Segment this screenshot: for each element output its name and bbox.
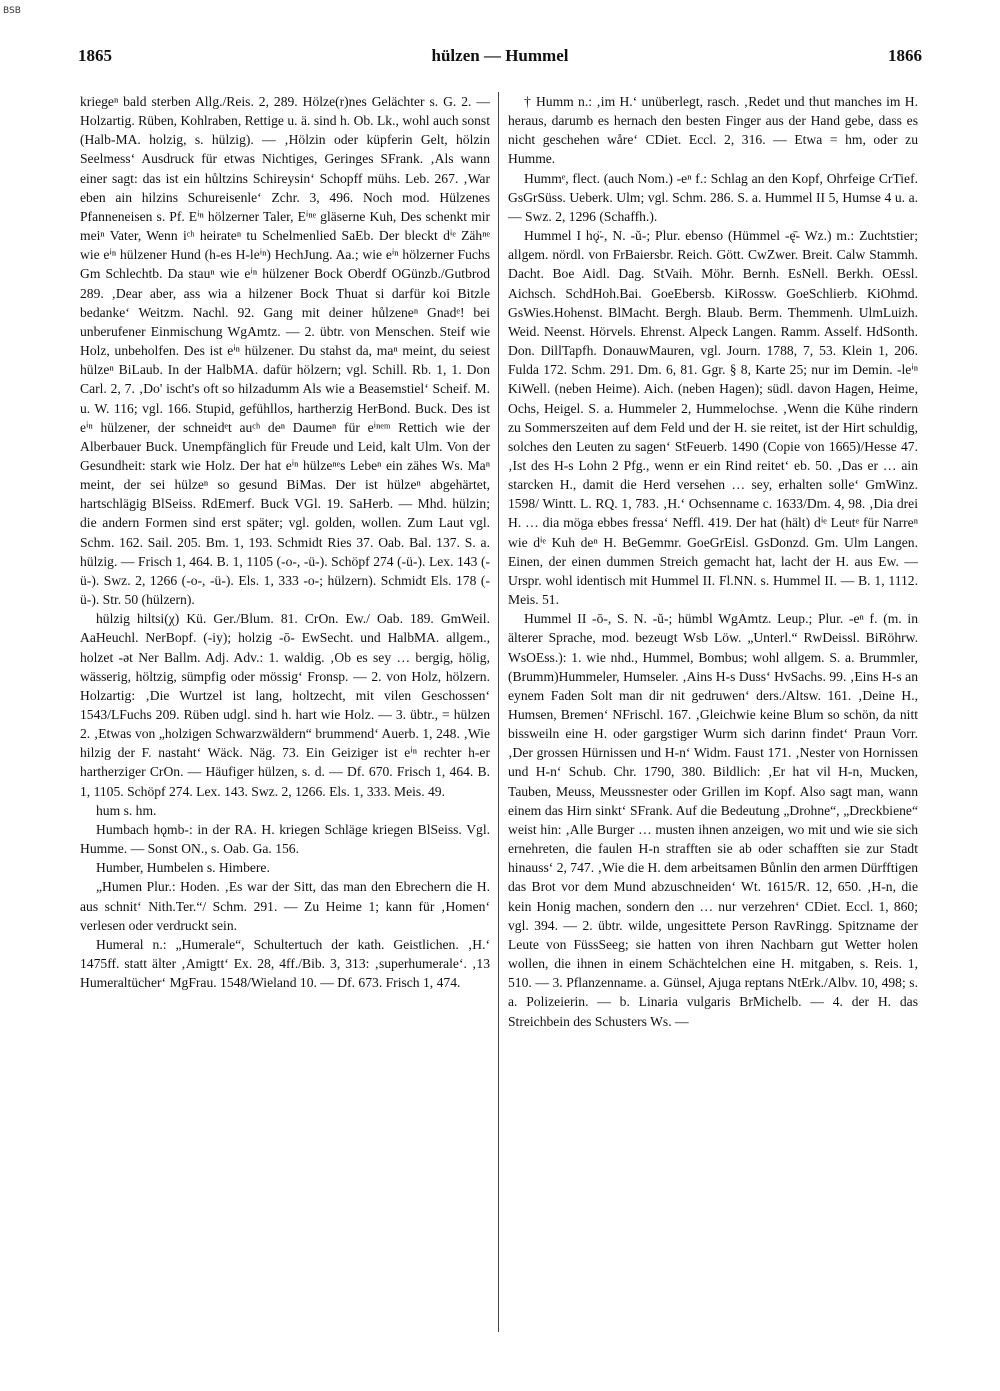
- library-stamp: BSB: [3, 6, 21, 16]
- left-column: [80, 92, 490, 1332]
- entry-humme: Hummᵉ, flect. (auch Nom.) -eⁿ f.: Schlag an den Kopf, Ohrfeige CrTief. GsGrSüss. Ueberk. Ulm; vgl. Schm. 286. S. a. Hummel II 5, Humse 4 u. a. — Swz. 2, 1296 (Schaffh.).: [508, 170, 918, 224]
- entry-hülzen-continued: kriegeⁿ bald sterben Allg./Reis. 2, 289. Hölze(r)nes Gelächter s. G. 2. — Holzartig. Rüben, Kohlraben, Rettige u. ä. sind h. Ob. Lk., wohl auch sonst (Halb-MA. holzig, s. hülzig). — ‚Hölzin oder küpferin Gelt, hölzin Seelmess‘ Ausdruck für etwas Nichtiges, Geringes SFrank. ‚Als wann einer sagt: das ist ein hůltzins Schireysin‘ Schopff mühs. Leb. 267. ‚War eben ain hilzins Schureisenle‘ Zchr. 3, 496. Noch mod. Hülzenes Pfanneneisen s. Pf. Eⁱⁿ hölzerner Taler, Eⁱⁿᵉ gläserne Kuh, Des schenkt mir meiⁿ Vater, Wenn iᶜʰ heirateⁿ tu Schelmenlied SaEb. Der bleckt dⁱᵉ Zähⁿᵉ wie eⁱⁿ hülzener Hund (h-es H-leⁱⁿ) HechJung. Aa.; wie eⁱⁿ hölzerner Fuchs Gm Schlechtb. Da stauⁿ wie eⁱⁿ hülzener Bock Oberdf OGünzb./Gutbrod 289. ‚Dear aber, ass wia a hilzener Bock Thuat si darfür koi Bitzle bedanke‘ Weitzm. Nachl. 92. Gang mit deiner hůlzeneⁿ Gnadᵉ! bei unberufener Einmischung WgAmtz. — 2. übtr. von Menschen. Steif wie Holz, unbeholfen. Des ist eⁱⁿ hülzener. Du stahst da, maⁿ meint, du seiest hülzeⁿ BiLaub. In der HalbMA. dafür hölzern; vgl. Schill. Rb. 1, 1. Don Carl. 2, 7. ‚Do' ischt's oft so hilzadumm Als wie a Beasemstiel‘ Scheif. M. u. W. 116; vgl. 166. Stupid, gefühllos, hartherzig HerBond. Buck. Des ist eⁱⁿ hülzener, der schneidᵉt auᶜʰ deⁿ Daumeⁿ für eⁱⁿᵉᵐ Rettich wie der Alberbauer Buck. Unempfänglich für Freude und Leid, kalt Ulm. Von der Gesundheit: stark wie Holz. Der hat eⁱⁿ hülzeⁿᵉs Lebeⁿ ein zähes Ws. Maⁿ meint, der sei hülzeⁿ so gesund BiMas. Der ist hülzeⁿ abgehärtet, hartschlägig BlSeiss. RdEmerf. Buck VGl. 19. SaHerb. — Mhd. hülzin; die andern Formen sind erst später; vgl. golden, wollen. Zum Laut vgl. Schm. 162. Sail. 205. Bm. 1, 193. Schmidt Ries 37. Oab. Bal. 137. S. a. hülzig. — Frisch 1, 464. B. 1, 1105 (-o-, -ü-). Schöpf 274 (-ü-). Lex. 143 (-ü-). Swz. 2, 1266 (-o-, -ü-). Els. 1, 333 -o-; hülzern). Schmidt Els. 178 (-ü-). Str. 50 (hülzern).: [80, 94, 490, 608]
- entry-humber: Humber, Humbelen s. Himbere.: [96, 860, 270, 876]
- page-header: [78, 46, 922, 72]
- entry-hum: hum s. hm.: [96, 802, 157, 818]
- entry-humbach: Humbach hǫmb-: in der RA. H. kriegen Schläge kriegen BlSeiss. Vgl. Humme. — Sonst ON., s. Oab. Ga. 156.: [80, 821, 490, 857]
- page-number-left: 1865: [78, 46, 112, 65]
- right-column: [508, 92, 918, 1332]
- entry-hummel-2: Hummel II -ō-, S. N. -ŭ-; hümbl WgAmtz. Leup.; Plur. -eⁿ f. (m. in älterer Sprache, mod. bezeugt Wsb Löw. „Unterl.“ RwDeissl. BiRöhrw. WsOEss.): 1. wie nhd., Hummel, Bombus; wohl allgem. S. a. Brummler, (Brumm)Hummeler, Humseler. ‚Ains H-s Duss‘ HvSachs. 99. ‚Eins H-s an eynem Faden Solt man dir nit gedruwen‘ ders./Altsw. 161. ‚Deine H., Humsen, Bremen‘ NFrischl. 167. ‚Gleichwie keine Blum so schön, da nitt bissweiln eine H. oder gargstiger Wurm sich darinn findet‘ Praun Vorr. ‚Der grossen Hürnissen und H-n‘ Widm. Faust 171. ‚Nester von Hornissen und H-n‘ Schub. Chr. 1790, 380. Bildlich: ‚Er hat vil H-n, Mucken, Tauben, Meuss, Meussnester oder Grillen im Kopf. Also sagt man, wann einem das Hirn sinkt‘ SFrank. Auf die Bedeutung „Drohne“, „Dreckbiene“ weist hin: ‚Alle Burger … musten ihnen anzeigen, wo mit und wie sie sich ernehreten, die faulen H-n strafften sie ab oder schafften sie zur Stadt hinauss‘ 2, 747. ‚Wie die H. dem arbeitsamen Bůnlin den armen Dürfftigen das Brot vor dem Mund abzuschneiden‘ Wt. 1615/R. 12, 650. ‚H-n, die kein Honig machen, sondern den … nur verzehren‘ CDiet. Eccl. 1, 860; vgl. 394. — 2. übtr. wilde, ungesittete Person RavRingg. Spitzname der Leute von FüssSeeg; sie hatten von ihren Nachbarn gut Wetter holen wollen, die ihnen in einem Schächtelchen eine H. mitgaben, s. Reis. 1, 510. — 3. Pflanzenname. a. Günsel, Ajuga reptans NtErk./Albv. 10, 498; s. a. Polizeierin. — b. Linaria vulgaris BrMichelb. — 4. der H. das Streichbein des Schusters Ws. —: [508, 611, 918, 1029]
- entry-hülzig: hülzig hiltsi(χ) Kü. Ger./Blum. 81. CrOn. Ew./ Oab. 189. GmWeil. AaHeuchl. NerBopf. (-iy); holzig -ō- EwSecht. und HalbMA. allgem., holzet -ət Ner Ballm. Adj. Adv.: 1. waldig. ‚Ob es sey … bergig, hölig, wässerig, höltzig, sümpfig oder mössig‘ Fronsp. — 2. von Holz, hölzern. Holzartig: ‚Die Wurtzel ist lang, holtzecht, mit vilen Geschossen‘ 1543/LFuchs 209. Rüben udgl. sind h. hart wie Holz. — 3. übtr., = hülzen 2. ‚Etwas von „holzigen Schwarzwäldern“ brummend‘ Auerb. 1, 248. ‚Wie hilzig der F. nastaht‘ Wäck. Näg. 73. Ein Geiziger ist eⁱⁿ rechter h-er hartherziger CrOn. — Häufiger hülzen, s. d. — Df. 670. Frisch 1, 464. B. 1, 1105. Schöpf 274. Lex. 143. Swz. 2, 1266. Els. 1, 333. Meis. 49.: [80, 611, 490, 799]
- entry-humm: † Humm n.: ‚im H.‘ unüberlegt, rasch. ‚Redet und thut manches im H. heraus, darumb es hernach den besten Finger aus der Hand gebe, dass es nicht geschehen wåre‘ CDiet. Eccl. 2, 316. — Etwa = hm, oder zu Humme.: [508, 94, 918, 167]
- running-title: hülzen — Hummel: [431, 46, 569, 65]
- entry-humen: „Humen Plur.: Hoden. ‚Es war der Sitt, das man den Ebrechern die H. aus schnit‘ Nith.Ter.“/ Schm. 291. — Zu Heime 1; kann für ‚Homen‘ verlesen oder verdruckt sein.: [80, 879, 490, 933]
- page-number-right: 1866: [888, 46, 922, 65]
- entry-hummel-1: Hummel I hǫ̈-, N. -ŭ-; Plur. ebenso (Hümmel -ę̄- Wz.) m.: Zuchtstier; allgem. nördl. von FrBaiersbr. Reich. Gött. CwZwer. Breit. Calw Stammh. Dacht. Boe Aidl. Dag. StVaih. Möhr. Bernh. EsNell. Berkh. OEssl. Aichsch. SchdHoh.Bai. GoeEbersb. KiRossw. GoeSchlierb. KiOhmd. GsWies.Hohenst. BlMacht. Bergh. Blaub. Berm. Themmenh. UlmLuizh. Weid. Neenst. Hörvels. Ehrenst. Alpeck Langen. Ramm. Asself. HdSonth. Don. DillTapfh. DonauwMauren, vgl. Journ. 1788, 7, 53. Klein 1, 206. Fulda 172. Schm. 291. Dm. 6, 81. Ggr. § 8, Karte 25; nur im Demin. -leⁱⁿ KiWell. (neben Heime). Aich. (neben Hagen); südl. davon Hagen, Heime, Ochs, Heigel. S. a. Hummeler 2, Hummelochse. ‚Wenn die Kühe rindern zu Sommerszeiten auf dem Feld und der H. sie reitet, ist der Hirt schuldig, solches den Leuten zu sagen‘ StFeuerb. 1490 (Copie von 1665)/Hesse 47. ‚Ist des H-s Lohn 2 Pfg., wenn er ein Rind reitet‘ eb. 50. ‚Das er … ain starcken H., damit die Herd versehen … sey, erhalten solle‘ GmWinz. 1598/ Wintt. L. RQ. 1, 783. ‚H.‘ Ochsenname c. 1633/Dm. 4, 98. ‚Dia drei H. … dia möga ebbes fressa‘ Neffl. 419. Der hat (hält) dⁱᵉ Leutᵉ für Narreⁿ wie dⁱᵉ Kuh deⁿ H. BeGemmr. GoeGrEisl. GsDonzd. Gm. Ulm Langen. Einen, der einen dummen Streich gemacht hat, lacht der H. aus Ew. — Urspr. wohl identisch mit Hummel II. Fl.NN. s. Hummel II. — B. 1, 1112. Meis. 51.: [508, 228, 918, 608]
- entry-humeral: Humeral n.: „Humerale“, Schultertuch der kath. Geistlichen. ‚H.‘ 1475ff. statt älter ‚Amigtt‘ Ex. 28, 4ff./Bib. 3, 313: ‚superhumerale‘. ‚13 Humeraltücher‘ MgFrau. 1548/Wieland 10. — Df. 673. Frisch 1, 474.: [80, 936, 490, 991]
- column-divider: [498, 92, 499, 1332]
